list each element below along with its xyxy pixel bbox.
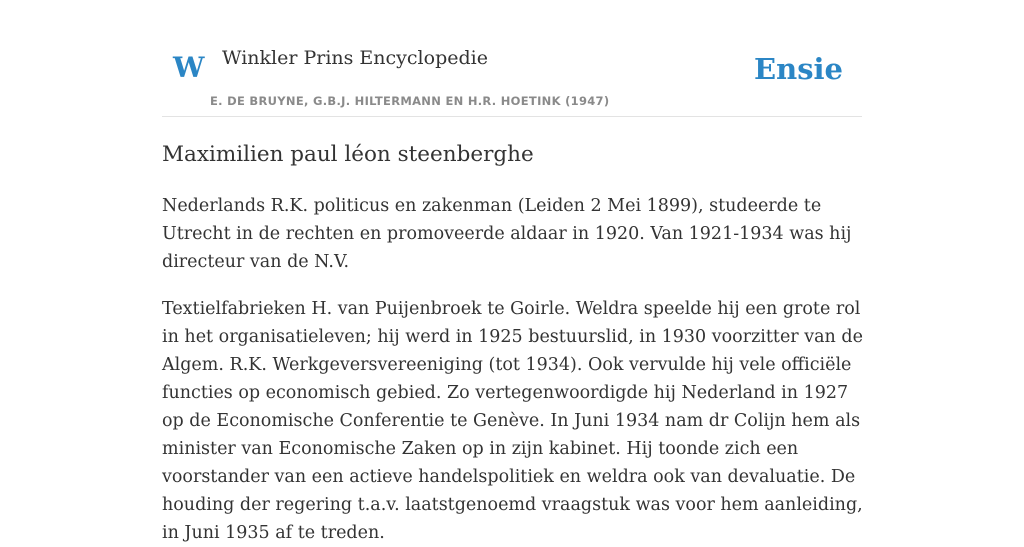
article-paragraph: Textielfabrieken H. van Puijenbroek te Goirle. Weldra speelde hij een grote rol in het organisatieleven; hij werd in 1925 bestuurslid, in 1930 voorzitter van de Algem. R.K. Werkgeversvereeniging (tot 1934). Ook vervulde hij vele officiële functies op economisch gebied. Zo vertegenwoordigde hij Nederland in 1927 op de Economische Conferentie te Genève. In Juni 1934 nam dr Colijn hem als minister van Economische Zaken op in zijn kabinet. Hij toonde zich een voorstander van een actieve handelspolitiek en weldra ook van devaluatie. De houding der regering t.a.v. laatstgenoemd vraagstuk was voor hem aanleiding, in Juni 1935 af te treden. xyxy=(162,299,863,543)
site-header xyxy=(162,0,862,117)
article xyxy=(162,138,867,547)
publication-logo-icon[interactable]: W xyxy=(173,51,205,84)
publication-title[interactable]: Winkler Prins Encyclopedie xyxy=(222,47,488,69)
publication-authors: E. DE BRUYNE, G.B.J. HILTERMANN EN H.R. HOETINK (1947) xyxy=(210,94,610,108)
article-title: Maximilien paul léon steenberghe xyxy=(162,142,534,167)
ensie-logo-link[interactable]: Ensie xyxy=(754,52,843,86)
article-paragraph: Nederlands R.K. politicus en zakenman (Leiden 2 Mei 1899), studeerde te Utrecht in de rechten en promoveerde aldaar in 1920. Van 1921-1934 was hij directeur van de N.V. xyxy=(162,196,852,272)
